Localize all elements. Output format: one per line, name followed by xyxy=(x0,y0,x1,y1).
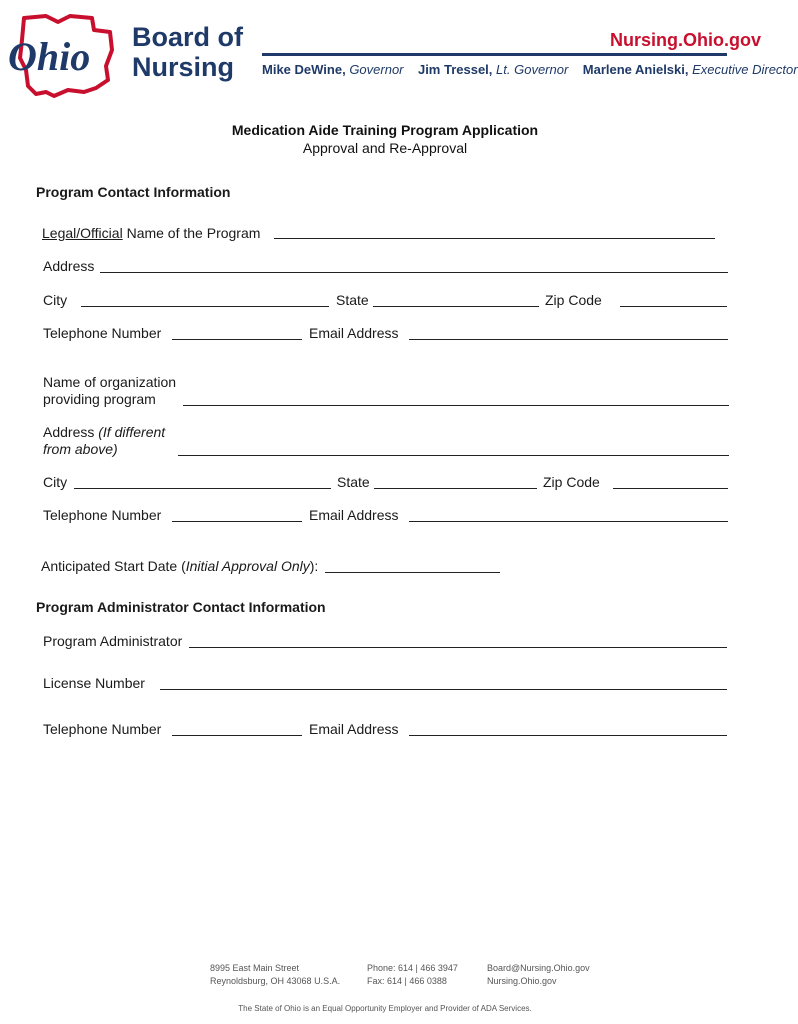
start-date-suffix: ): xyxy=(309,558,319,574)
start-date-label xyxy=(41,558,318,574)
zip2-label: Zip Code xyxy=(543,474,600,490)
email2-field[interactable] xyxy=(409,521,728,522)
section-heading-administrator: Program Administrator Contact Information xyxy=(36,599,326,615)
site-link[interactable]: Nursing.Ohio.gov xyxy=(610,30,761,50)
footer-address xyxy=(210,962,340,988)
org-name-label-line1: Name of organization xyxy=(43,374,177,390)
telephone-field[interactable] xyxy=(172,339,302,340)
city-field[interactable] xyxy=(81,306,329,307)
city-label: City xyxy=(43,292,68,308)
page-subtitle: Approval and Re-Approval xyxy=(302,140,468,156)
footer-notice: The State of Ohio is an Equal Opportunity Employer and Provider of ADA Services. xyxy=(238,1004,532,1013)
administrator-label: Program Administrator xyxy=(43,633,183,649)
letterhead-rule xyxy=(262,53,727,56)
zip2-field[interactable] xyxy=(613,488,728,489)
license-field[interactable] xyxy=(160,689,727,690)
logo-word: Ohio xyxy=(8,34,91,79)
address2-label-line2: from above) xyxy=(43,441,118,457)
board-line-2: Nursing xyxy=(132,52,235,82)
footer-fax-line: Fax: 614 | 466 0388 xyxy=(367,976,447,986)
email-field[interactable] xyxy=(409,339,728,340)
zip-field[interactable] xyxy=(620,306,727,307)
legal-name-label-part1: Legal/Official xyxy=(42,225,123,241)
email-label: Email Address xyxy=(309,325,399,341)
state-label: State xyxy=(336,292,369,308)
board-name xyxy=(132,22,243,82)
start-date-prefix: Anticipated Start Date ( xyxy=(41,558,186,574)
governor-name: Mike DeWine, xyxy=(262,62,346,77)
director-name: Marlene Anielski, xyxy=(582,62,689,77)
footer-address-line2: Reynoldsburg, OH 43068 U.S.A. xyxy=(210,976,341,986)
admin-telephone-field[interactable] xyxy=(172,735,302,736)
city2-field[interactable] xyxy=(74,488,331,489)
admin-email-field[interactable] xyxy=(409,735,727,736)
zip-label: Zip Code xyxy=(545,292,602,308)
legal-name-field[interactable] xyxy=(274,238,715,239)
address2-label-text: Address xyxy=(43,424,99,440)
address-label: Address xyxy=(43,258,95,274)
email2-label: Email Address xyxy=(309,507,399,523)
address2-label-italic: (If different xyxy=(98,424,166,440)
officials-line xyxy=(262,62,798,77)
telephone2-field[interactable] xyxy=(172,521,302,522)
telephone-label: Telephone Number xyxy=(43,325,162,341)
start-date-field[interactable] xyxy=(325,572,500,573)
address2-label xyxy=(43,424,165,458)
footer-address-line1: 8995 East Main Street xyxy=(210,963,300,973)
telephone2-label: Telephone Number xyxy=(43,507,162,523)
org-name-label xyxy=(43,374,176,408)
admin-telephone-label: Telephone Number xyxy=(43,721,162,737)
city2-label: City xyxy=(43,474,68,490)
administrator-field[interactable] xyxy=(189,647,727,648)
director-title: Executive Director xyxy=(692,62,798,77)
ohio-state-logo xyxy=(6,10,118,96)
address2-label-line1 xyxy=(43,424,165,441)
lt-governor-title: Lt. Governor xyxy=(496,62,569,77)
start-date-italic: Initial Approval Only xyxy=(185,558,310,574)
footer-phone xyxy=(367,962,458,988)
section-heading-program-contact: Program Contact Information xyxy=(36,184,231,200)
letterhead xyxy=(0,0,798,100)
org-name-field[interactable] xyxy=(183,405,729,406)
footer-email[interactable]: Board@Nursing.Ohio.gov xyxy=(487,963,590,973)
page-title: Medication Aide Training Program Application xyxy=(231,122,539,138)
address2-field[interactable] xyxy=(178,455,729,456)
license-label: License Number xyxy=(43,675,145,691)
footer-phone-line: Phone: 614 | 466 3947 xyxy=(367,963,458,973)
state2-label: State xyxy=(337,474,370,490)
state-field[interactable] xyxy=(373,306,539,307)
legal-name-label xyxy=(42,225,260,241)
admin-email-label: Email Address xyxy=(309,721,399,737)
footer-web[interactable]: Nursing.Ohio.gov xyxy=(487,976,557,986)
state2-field[interactable] xyxy=(374,488,537,489)
board-line-1: Board of xyxy=(132,22,243,52)
org-name-label-line2: providing program xyxy=(43,391,156,407)
legal-name-label-part2: Name of the Program xyxy=(122,225,261,241)
footer-contact xyxy=(487,962,590,988)
address-field[interactable] xyxy=(100,272,728,273)
lt-governor-name: Jim Tressel, xyxy=(417,62,493,77)
governor-title: Governor xyxy=(349,62,404,77)
